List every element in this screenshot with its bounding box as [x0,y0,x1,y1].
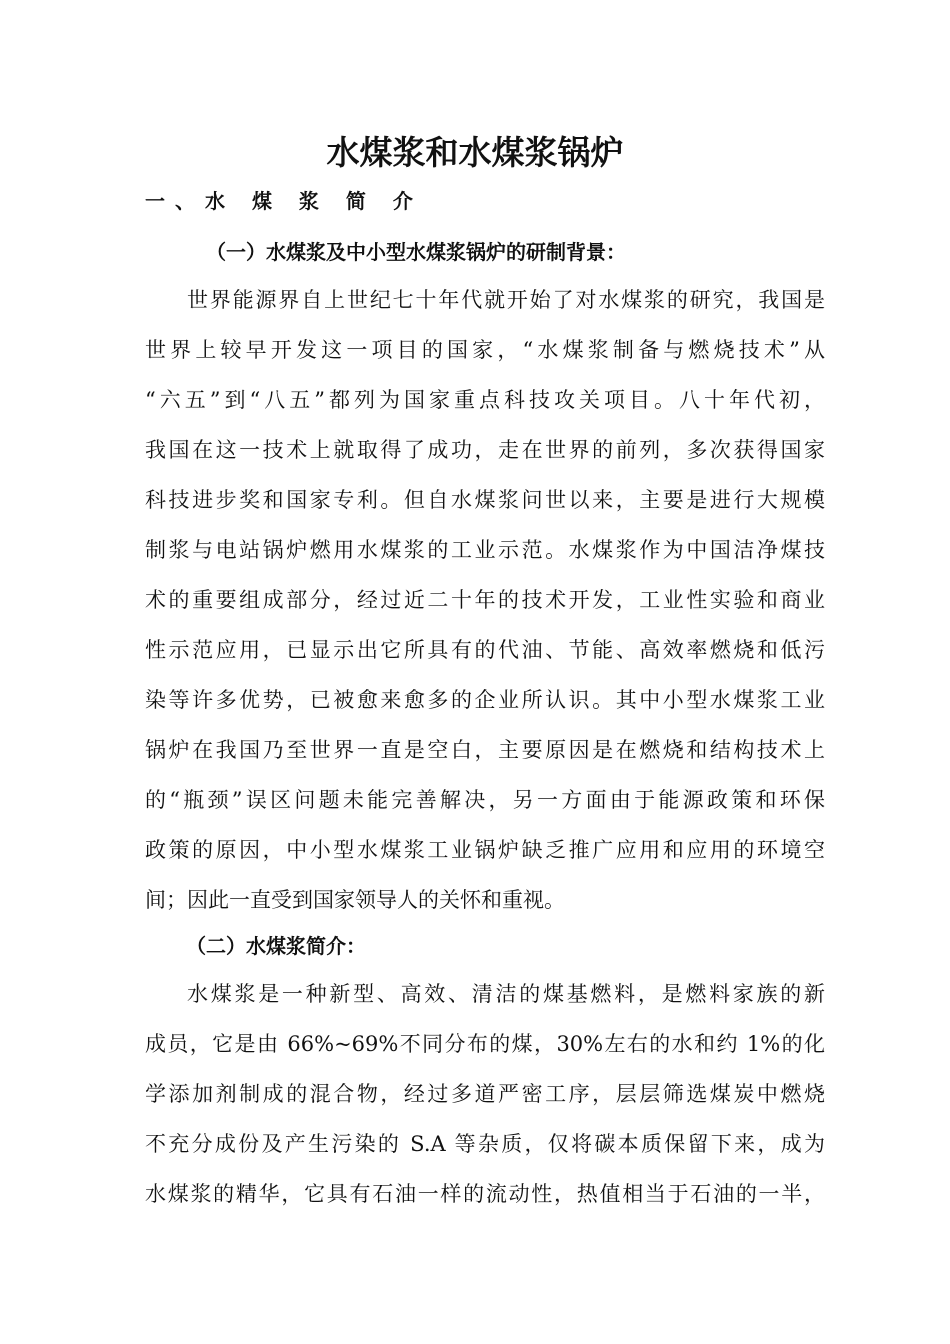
paragraph-line: 锅炉在我国乃至世界一直是空白，主要原因是在燃烧和结构技术上 [145,738,825,762]
subsection-heading-background: （一）水煤浆及中小型水煤浆锅炉的研制背景： [206,240,626,264]
paragraph-line: 世界能源界自上世纪七十年代就开始了对水煤浆的研究，我国是 [187,288,825,312]
paragraph-line: 间；因此一直受到国家领导人的关怀和重视。 [145,888,565,912]
paragraph-line: 成员，它是由 66%~69%不同分布的煤，30%左右的水和约 1%的化 [145,1032,825,1056]
paragraph-background [145,284,825,934]
paragraph-line: 水煤浆是一种新型、高效、清洁的煤基燃料，是燃料家族的新 [187,982,825,1006]
paragraph-line: 科技进步奖和国家专利。但自水煤浆问世以来，主要是进行大规模 [145,488,825,512]
paragraph-line: 世界上较早开发这一项目的国家，“水煤浆制备与燃烧技术”从 [145,338,825,362]
paragraph-line: 术的重要组成部分，经过近二十年的技术开发，工业性实验和商业 [145,588,825,612]
paragraph-line: 制浆与电站锅炉燃用水煤浆的工业示范。水煤浆作为中国洁净煤技 [145,538,825,562]
section-heading-intro: 一、水 煤 浆 简 介 [145,189,423,213]
paragraph-line: 性示范应用，已显示出它所具有的代油、节能、高效率燃烧和低污 [145,638,825,662]
paragraph-line: 学添加剂制成的混合物，经过多道严密工序，层层筛选煤炭中燃烧 [145,1082,825,1106]
paragraph-line: 不充分成份及产生污染的 S.A 等杂质，仅将碳本质保留下来，成为 [145,1132,825,1156]
paragraph-line: 政策的原因，中小型水煤浆工业锅炉缺乏推广应用和应用的环境空 [145,838,825,862]
paragraph-line: 的“瓶颈”误区问题未能完善解决，另一方面由于能源政策和环保 [145,788,825,812]
paragraph-line: 我国在这一技术上就取得了成功，走在世界的前列，多次获得国家 [145,438,825,462]
paragraph-line: 染等许多优势，已被愈来愈多的企业所认识。其中小型水煤浆工业 [145,688,825,712]
paragraph-introduction [145,978,825,1228]
paragraph-line: 水煤浆的精华，它具有石油一样的流动性，热值相当于石油的一半， [145,1182,825,1206]
subsection-heading-intro: （二）水煤浆简介： [186,934,366,958]
paragraph-line: “六五”到“八五”都列为国家重点科技攻关项目。八十年代初， [145,388,825,412]
document-title: 水煤浆和水煤浆锅炉 [326,133,624,172]
